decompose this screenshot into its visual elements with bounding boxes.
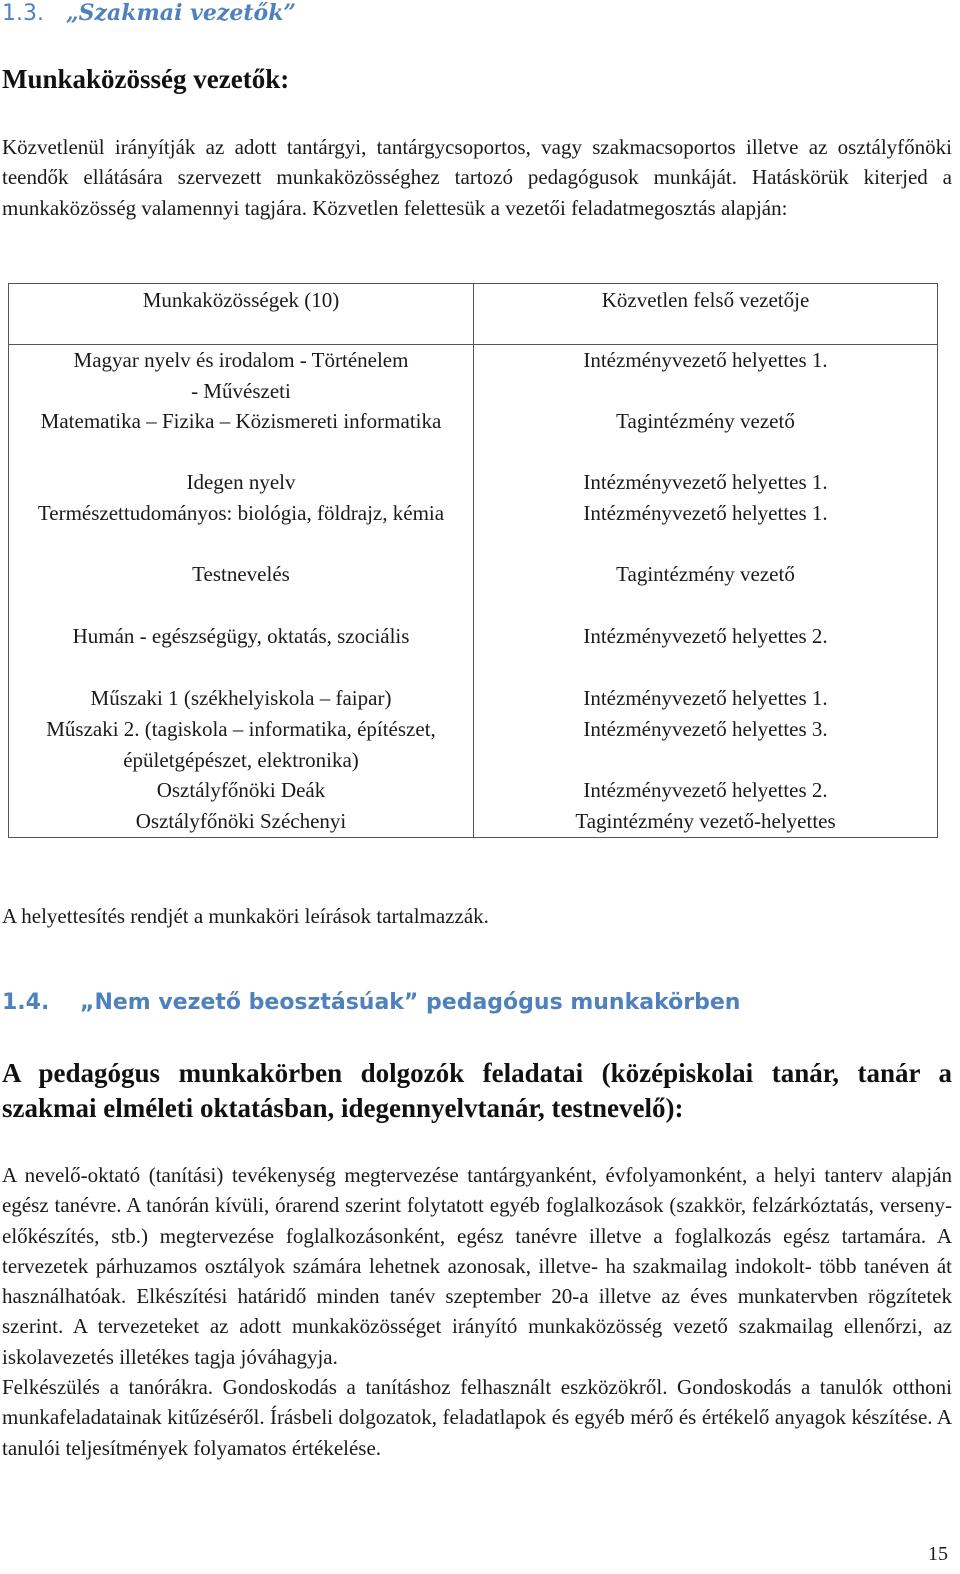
replacement-note: A helyettesítés rendjét a munkaköri leírások tartalmazzák. [2, 904, 489, 928]
table-row [9, 467, 938, 498]
table-row [9, 621, 938, 683]
leader-cell: Tagintézmény vezető [474, 406, 938, 467]
leader-cell: Tagintézmény vezető [474, 559, 938, 621]
group-cell: Matematika – Fizika – Közismereti informatika [9, 406, 474, 467]
table-row [9, 345, 938, 407]
intro-paragraph [2, 132, 952, 223]
leader-cell: Intézményvezető helyettes 1. [474, 498, 938, 559]
group-cell: Idegen nyelv [9, 467, 474, 498]
duties-paragraph-1: A nevelő-oktató (tanítási) tevékenység megtervezése tantárgyanként, évfolyamonként, a helyi tanterv alapján egész tanévre. A tanórán kívüli, órarend szerint folytatott egyéb foglalkozások (szakkör, felzárkóztatás, verseny- előkészítés, stb.) megtervezése foglalkozásonként, egész tanévre illetve a foglalkozás egész tartamára. A tervezetek párhuzamos osztályok számára lehetnek azonosak, illetve- ha szakmailag indokolt- több tanéven át használhatóak. Elkészítési határidő minden tanév szeptember 20-a illetve az éves munkatervben rögzítetek szerint. A tervezeteket az adott munkaközösséget irányító munkaközösség vezető szakmailag ellenőrzi, az iskolavezetés illetékes tagja jóváhagyja. [2, 1163, 952, 1369]
table-row [9, 683, 938, 714]
table-header-row [9, 284, 938, 345]
leader-cell: Intézményvezető helyettes 1. [474, 467, 938, 498]
group-cell: Műszaki 1 (székhelyiskola – faipar) [9, 683, 474, 714]
section-number: 1.3. [2, 1, 44, 26]
table-row [9, 806, 938, 838]
section-title: „Nem vezető beosztásúak” pedagógus munkakörben [80, 990, 741, 1015]
section-1-4-heading [2, 990, 740, 1015]
group-cell: Testnevelés [9, 559, 474, 621]
table-row [9, 498, 938, 559]
group-cell: Műszaki 2. (tagiskola – informatika, építészet, épületgépészet, elektronika) [9, 714, 474, 775]
leader-cell: Intézményvezető helyettes 1. [474, 683, 938, 714]
intro-text: Közvetlenül irányítják az adott tantárgyi, tantárgycsoportos, vagy szakmacsoportos illetve az osztályfőnöki teendők ellátására szervezett munkaközösséghez tartozó pedagógusok munkáját. Hatáskörük kiterjed a munkaközösség valamennyi tagjára. Közvetlen felettesük a vezetői feladatmegosztás alapján: [2, 135, 952, 220]
leaders-heading: Munkaközösség vezetők: [2, 64, 290, 94]
section-1-3-heading [2, 0, 296, 26]
leader-cell: Intézményvezető helyettes 2. [474, 775, 938, 806]
leader-cell: Intézményvezető helyettes 1. [474, 345, 938, 407]
header-leader: Közvetlen felső vezetője [474, 284, 938, 345]
group-cell: Osztályfőnöki Deák [9, 775, 474, 806]
duties-paragraph-2: Felkészülés a tanórákra. Gondoskodás a tanításhoz felhasznált eszközökről. Gondoskodás a tanulók otthoni munkafeladatainak kitűzéséről. Írásbeli dolgozatok, feladatlapok és egyéb mérő és értékelő anyagok készítése. A tanulói teljesítmények folyamatos értékelése. [2, 1375, 952, 1460]
header-groups: Munkaközösségek (10) [9, 284, 474, 345]
group-cell: Természettudományos: biológia, földrajz, kémia [9, 498, 474, 559]
table-row [9, 714, 938, 775]
leader-cell: Intézményvezető helyettes 2. [474, 621, 938, 683]
table-row [9, 775, 938, 806]
duties-section [2, 1160, 952, 1463]
leader-cell: Intézményvezető helyettes 3. [474, 714, 938, 775]
leadership-table [8, 283, 938, 838]
table-row [9, 406, 938, 467]
page-number: 15 [928, 1543, 948, 1565]
section-title: „Szakmai vezetők” [66, 0, 297, 26]
leader-cell: Tagintézmény vezető-helyettes [474, 806, 938, 838]
duties-heading: A pedagógus munkakörben dolgozók feladatai (középiskolai tanár, tanár a szakmai elméleti oktatásban, idegennyelvtanár, testnevelő): [2, 1058, 952, 1123]
group-cell: Osztályfőnöki Széchenyi [9, 806, 474, 838]
table-row [9, 559, 938, 621]
group-cell: Humán - egészségügy, oktatás, szociális [9, 621, 474, 683]
section-number: 1.4. [2, 990, 50, 1015]
group-cell: Magyar nyelv és irodalom - Történelem - Művészeti [9, 345, 474, 407]
